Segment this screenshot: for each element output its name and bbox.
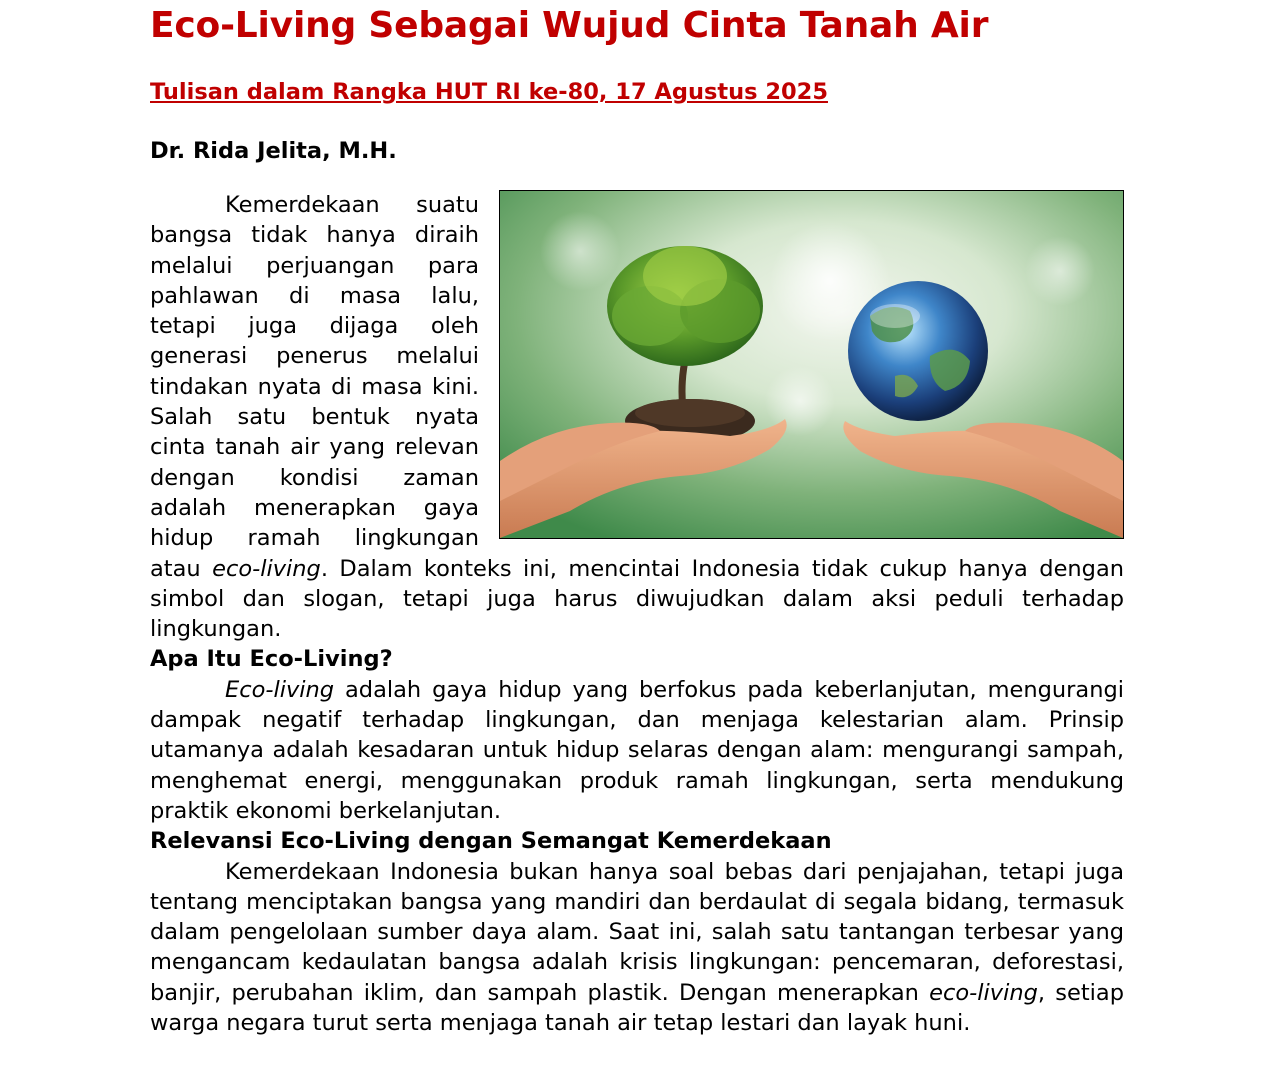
- article-photo: [499, 190, 1124, 539]
- section2-text-part1: Kemerdekaan Indonesia bukan hanya soal bebas dari penjajahan, tetapi juga tentang menciptakan bangsa yang mandiri dan berdaulat di segala bidang, termasuk dalam pengelolaan sumber daya alam. Saat ini, salah satu tantangan terbesar yang mengancam kedaulatan bangsa adalah krisis lingkungan: pencemaran, deforestasi, banjir, perubahan iklim, dan sampah plastik. Dengan menerapkan: [150, 858, 1124, 1006]
- section-heading-eco-living: Apa Itu Eco-Living?: [150, 646, 393, 673]
- section2-paragraph: [150, 857, 1124, 1039]
- author-name: Dr. Rida Jelita, M.H.: [150, 138, 397, 164]
- document-subtitle: Tulisan dalam Rangka HUT RI ke-80, 17 Agustus 2025: [150, 79, 828, 105]
- intro-text-part1: Kemerdekaan suatu bangsa tidak hanya diraih melalui perjuangan para pahlawan di masa lalu, tetapi juga dijaga oleh generasi penerus melalui tindakan nyata di masa kini. Salah satu bentuk nyata cinta tanah air yang relevan dengan kondisi zaman adalah menerapkan gaya hidup ramah lingkungan atau: [150, 192, 479, 582]
- intro-section: [150, 190, 1124, 644]
- intro-italic-term: eco-living: [212, 555, 321, 582]
- document-title: Eco-Living Sebagai Wujud Cinta Tanah Air: [150, 5, 989, 46]
- document-page: [150, 0, 1124, 1038]
- section2-text-part2: , setiap warga negara turut serta menjaga tanah air tetap lestari dan layak huni.: [150, 979, 1124, 1037]
- section-heading-relevansi: Relevansi Eco-Living dengan Semangat Kemerdekaan: [150, 828, 832, 855]
- section1-italic-term: Eco-living: [225, 676, 335, 703]
- intro-text-part2: . Dalam konteks ini, mencintai Indonesia tidak cukup hanya dengan simbol dan slogan, tetapi juga harus diwujudkan dalam aksi peduli terhadap lingkungan.: [150, 555, 1125, 643]
- section1-text: adalah gaya hidup yang berfokus pada keberlanjutan, mengurangi dampak negatif terhadap lingkungan, dan menjaga kelestarian alam. Prinsip utamanya adalah kesadaran untuk hidup selaras dengan alam: mengurangi sampah, menghemat energi, menggunakan produk ramah lingkungan, serta mendukung praktik ekonomi berkelanjutan.: [150, 676, 1124, 824]
- section1-paragraph: [150, 675, 1124, 826]
- section2-italic-term: eco-living: [929, 979, 1038, 1006]
